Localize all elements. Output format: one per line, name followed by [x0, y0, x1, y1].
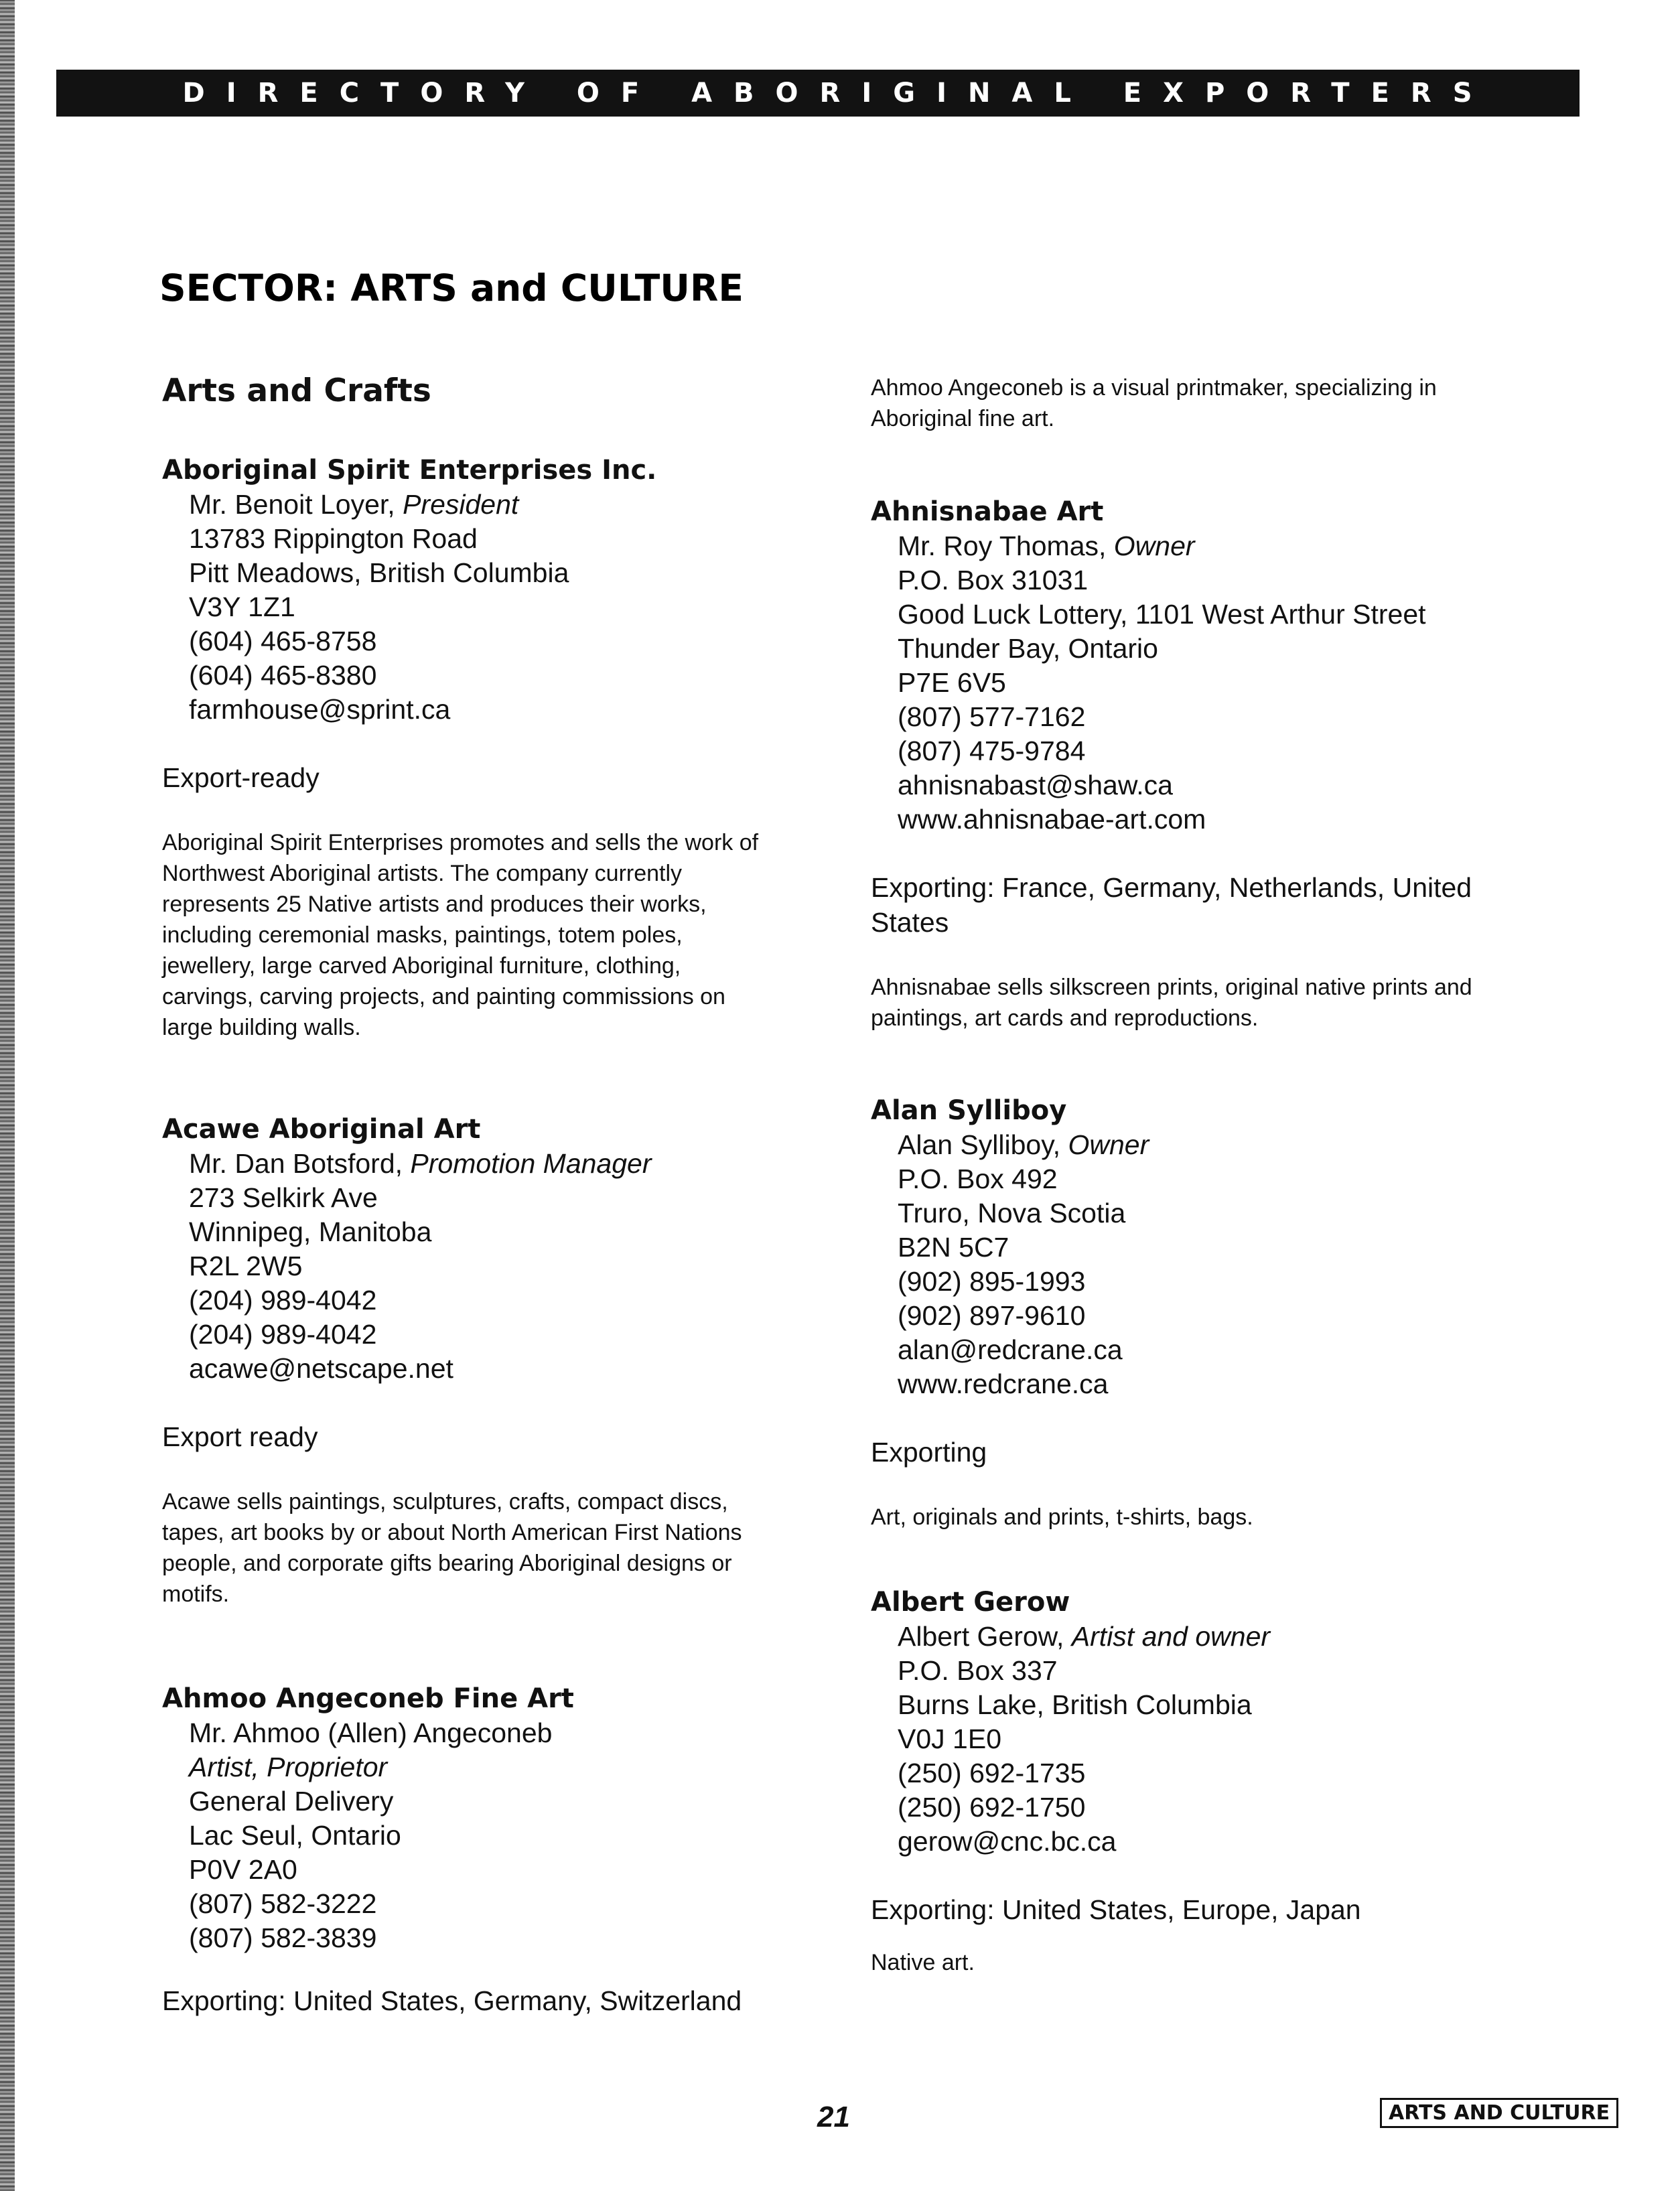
postal-code: R2L 2W5 — [189, 1251, 303, 1281]
company-name: Aboriginal Spirit Enterprises Inc. — [162, 455, 657, 486]
website: www.redcrane.ca — [898, 1368, 1109, 1399]
address: General Delivery — [189, 1786, 394, 1817]
directory-entry — [162, 453, 832, 1043]
fax: (807) 475-9784 — [898, 735, 1086, 766]
export-status: Exporting: France, Germany, Netherlands, United States — [871, 872, 1472, 938]
directory-entry — [162, 1681, 832, 2018]
page-number: 21 — [817, 2101, 850, 2133]
description: Native art. — [871, 1950, 975, 1975]
postal-code: V0J 1E0 — [898, 1723, 1001, 1754]
export-status: Exporting: United States, Europe, Japan — [871, 1894, 1361, 1925]
contact-name: Mr. Roy Thomas, — [898, 531, 1107, 561]
phone: (902) 895-1993 — [898, 1266, 1086, 1297]
export-status: Export-ready — [162, 762, 320, 793]
email: alan@redcrane.ca — [898, 1334, 1123, 1365]
directory-entry — [162, 1112, 832, 1610]
city: Lac Seul, Ontario — [189, 1820, 401, 1851]
subsection-heading: Arts and Crafts — [162, 372, 431, 409]
city: Pitt Meadows, British Columbia — [189, 557, 569, 588]
directory-entry — [871, 1093, 1541, 1533]
contact-name: Alan Sylliboy, — [898, 1129, 1061, 1160]
address-line-2: Good Luck Lottery, 1101 West Arthur Street — [898, 599, 1426, 630]
contact-name: Mr. Dan Botsford, — [189, 1148, 403, 1179]
contact-role: President — [403, 489, 519, 520]
directory-entry — [871, 1585, 1541, 1978]
address: P.O. Box 337 — [898, 1655, 1058, 1686]
website: www.ahnisnabae-art.com — [898, 804, 1206, 835]
contact-line — [898, 529, 1541, 563]
fax: (250) 692-1750 — [898, 1792, 1086, 1823]
email: farmhouse@sprint.ca — [189, 694, 451, 725]
address: P.O. Box 492 — [898, 1163, 1058, 1194]
address: P.O. Box 31031 — [898, 565, 1089, 595]
company-name: Acawe Aboriginal Art — [162, 1114, 481, 1145]
export-status: Exporting — [871, 1437, 987, 1468]
contact-line — [189, 1147, 832, 1181]
phone: (604) 465-8758 — [189, 626, 377, 656]
email: gerow@cnc.bc.ca — [898, 1826, 1117, 1857]
phone: (807) 582-3222 — [189, 1888, 377, 1919]
sector-title: SECTOR: ARTS and CULTURE — [159, 267, 744, 309]
postal-code: P0V 2A0 — [189, 1854, 297, 1885]
contact-name: Albert Gerow, — [898, 1621, 1064, 1652]
contact-role: Owner — [1068, 1129, 1149, 1160]
description-continued: Ahmoo Angeconeb is a visual printmaker, specializing in Aboriginal fine art. — [871, 375, 1437, 431]
city: Thunder Bay, Ontario — [898, 633, 1158, 664]
export-status: Exporting: United States, Germany, Switzerland — [162, 1985, 742, 2016]
scan-edge — [0, 0, 15, 2191]
city: Truro, Nova Scotia — [898, 1198, 1126, 1228]
description: Aboriginal Spirit Enterprises promotes and sells the work of Northwest Aboriginal artists. The company currently represents 25 Native artists and produces their works, including ceremonial masks, paintings, totem poles, jewellery, large carved Aboriginal furniture, clothing, carvings, carving projects, and painting commissions on large building walls. — [162, 830, 759, 1040]
description: Art, originals and prints, t-shirts, bags. — [871, 1504, 1253, 1530]
description: Acawe sells paintings, sculptures, crafts, compact discs, tapes, art books by or about North American First Nations people, and corporate gifts bearing Aboriginal designs or motifs. — [162, 1489, 742, 1607]
contact-role: Owner — [1113, 531, 1195, 561]
contact-role: Artist, Proprietor — [189, 1752, 388, 1782]
header-banner — [56, 70, 1580, 117]
description: Ahnisnabae sells silkscreen prints, original native prints and paintings, art cards and reproductions. — [871, 975, 1472, 1031]
email: ahnisnabast@shaw.ca — [898, 770, 1173, 800]
phone: (807) 577-7162 — [898, 701, 1086, 732]
phone: (250) 692-1735 — [898, 1758, 1086, 1788]
company-name: Ahmoo Angeconeb Fine Art — [162, 1683, 574, 1714]
contact-line — [189, 488, 832, 522]
contact-role: Promotion Manager — [410, 1148, 652, 1179]
city: Winnipeg, Manitoba — [189, 1216, 432, 1247]
fax: (204) 989-4042 — [189, 1319, 377, 1350]
header-banner-text: DIRECTORY OF ABORIGINAL EXPORTERS — [182, 78, 1494, 109]
contact-name: Mr. Ahmoo (Allen) Angeconeb — [189, 1717, 553, 1748]
fax: (807) 582-3839 — [189, 1922, 377, 1953]
address: 273 Selkirk Ave — [189, 1182, 378, 1213]
section-tag: ARTS AND CULTURE — [1380, 2098, 1618, 2128]
company-name: Albert Gerow — [871, 1587, 1070, 1618]
postal-code: P7E 6V5 — [898, 667, 1006, 698]
fax: (902) 897-9610 — [898, 1300, 1086, 1331]
email: acawe@netscape.net — [189, 1353, 453, 1384]
contact-line — [898, 1620, 1541, 1654]
contact-role: Artist and owner — [1071, 1621, 1271, 1652]
postal-code: V3Y 1Z1 — [189, 591, 295, 622]
export-status: Export ready — [162, 1421, 318, 1452]
company-name: Alan Sylliboy — [871, 1095, 1067, 1126]
directory-entry — [871, 494, 1541, 1034]
postal-code: B2N 5C7 — [898, 1232, 1009, 1263]
address: 13783 Rippington Road — [189, 523, 478, 554]
contact-line — [898, 1128, 1541, 1162]
phone: (204) 989-4042 — [189, 1285, 377, 1316]
contact-name: Mr. Benoit Loyer, — [189, 489, 395, 520]
company-name: Ahnisnabae Art — [871, 496, 1104, 527]
fax: (604) 465-8380 — [189, 660, 377, 691]
city: Burns Lake, British Columbia — [898, 1689, 1252, 1720]
